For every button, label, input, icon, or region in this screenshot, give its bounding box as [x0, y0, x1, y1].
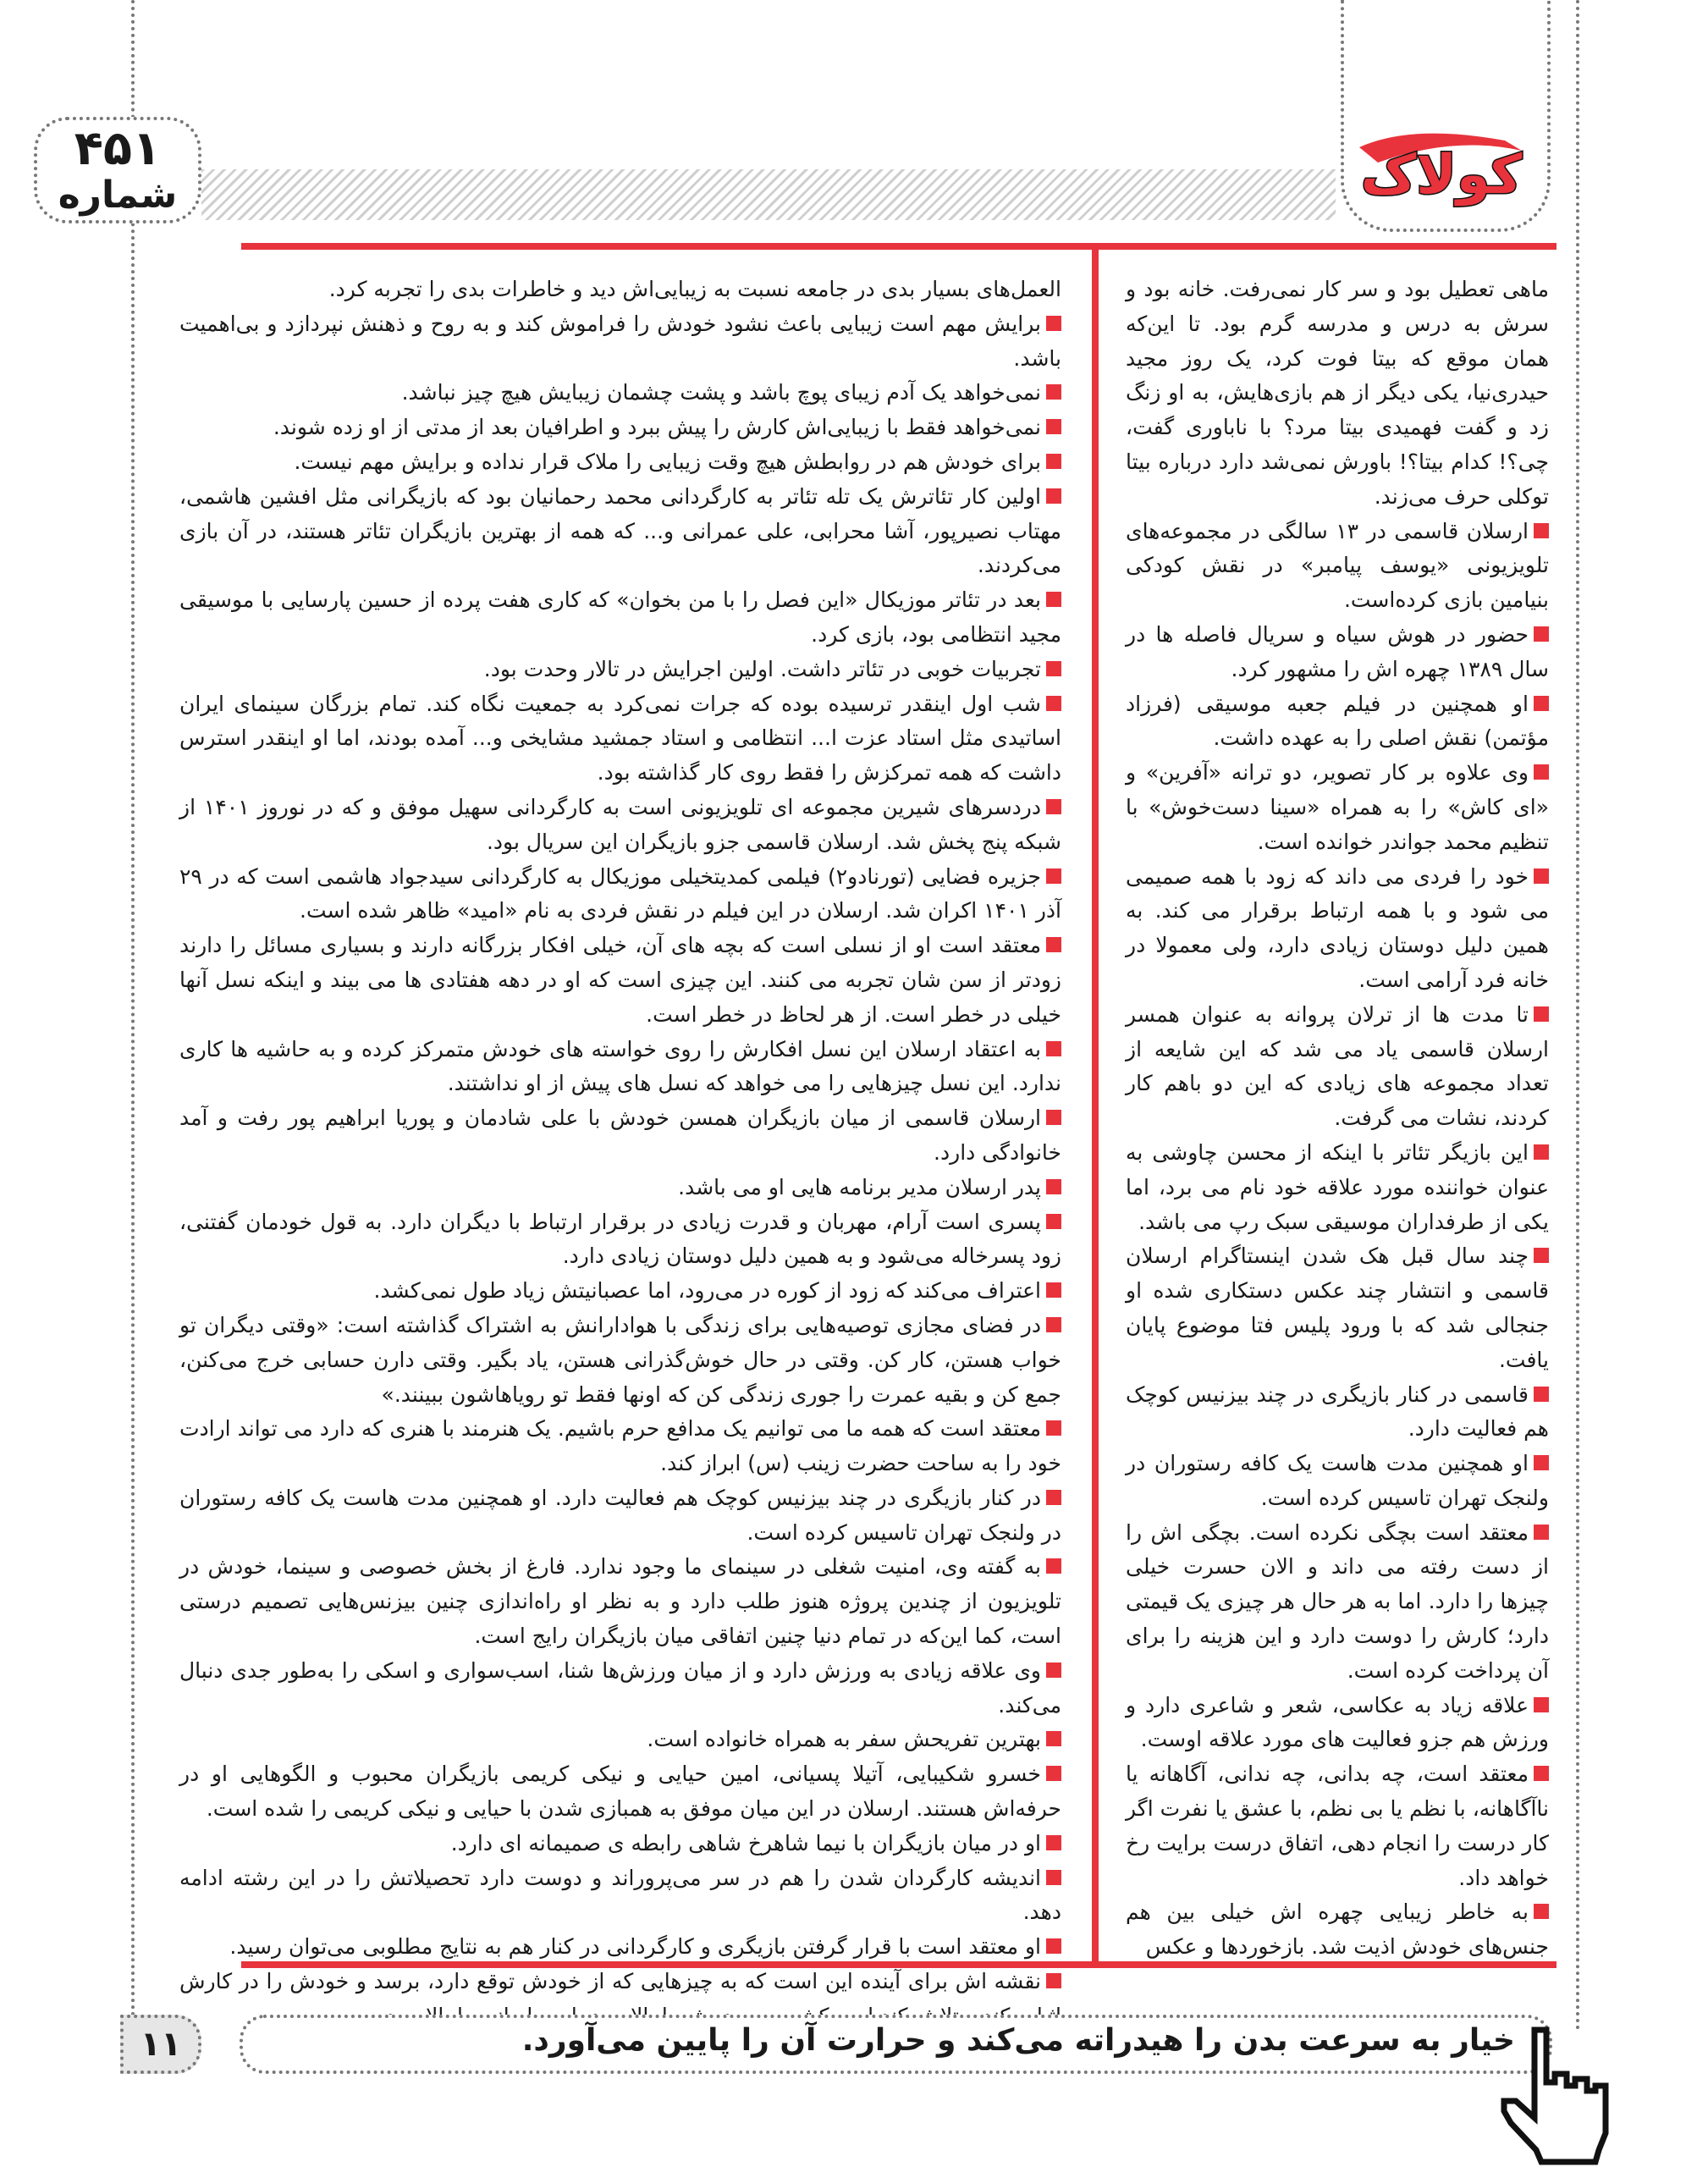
bullet-paragraph: در فضای مجازی توصیه‌هایی برای زندگی با هوادارانش به اشتراک گذاشته است: «وقتی دیگران تو خواب هستن، کار کن. وقتی در حال خوش‌گذرانی هستن، یاد بگیر. وقتی دارن حسابی خرج می‌کنن، جمع کن و بقیه عمرت را جوری زندگی کن که اونها فقط تو رویاهاشون ببینند.»: [179, 1312, 1061, 1407]
pointing-hand-icon: [1494, 2023, 1612, 2167]
bullet-paragraph: تجربیات خوبی در تئاتر داشت. اولین اجرایش در تالار وحدت بود.: [179, 653, 1061, 687]
issue-badge: [34, 117, 201, 223]
red-bullet-icon: [1046, 419, 1061, 434]
red-bullet-icon: [1534, 626, 1549, 642]
bullet-paragraph: به گفته وی، امنیت شغلی در سینمای ما وجود ندارد. فارغ از بخش خصوصی و سینما، خودش در تلویزیون از چندین پروژه هنوز طلب دارد و به نظر او راه‌اندازی چنین بیزنس‌هایی تصمیم درستی است، کما این‌که در تمام دنیا چنین اتفاقی میان بازیگران رایج است.: [179, 1554, 1061, 1649]
red-bullet-icon: [1046, 316, 1061, 331]
bullet-paragraph: معتقد است او از نسلی است که بچه های آن، خیلی افکار بزرگانه دارند و بسیاری مسائل را دارند زودتر از سن شان تجربه می کنند. این چیزی است که او در دهه هفتادی ها می بیند و اینکه نسل آنها خیلی در خطر است. از هر لحاظ در خطر است.: [179, 933, 1061, 1027]
red-bullet-icon: [1534, 1144, 1549, 1160]
bullet-paragraph: اعتراف می‌کند که زود از کوره در می‌رود، اما عصبانیتش زیاد طول نمی‌کشد.: [179, 1274, 1061, 1309]
bullet-paragraph: تا مدت ها از ترلان پروانه به عنوان همسر ارسلان قاسمی یاد می شد که این شایعه از تعداد مجموعه های زیادی که این دو باهم کار کردند، نشات می گرفت.: [1126, 1001, 1549, 1131]
bullet-paragraph: او معتقد است با قرار گرفتن بازیگری و کارگردانی در کنار هم به نتایج مطلوبی می‌توان رسید.: [179, 1930, 1061, 1965]
bullet-paragraph: جزیره فضایی (تورنادو۲) فیلمی کمدیتخیلی موزیکال به کارگردانی سیدجواد هاشمی است که در ۲۹ آذر ۱۴۰۱ اکران شد. ارسلان در این فیلم در نقش فردی به نام «امید» ظاهر شده است.: [179, 863, 1061, 924]
red-bullet-icon: [1534, 1006, 1549, 1022]
bullet-paragraph: به اعتقاد ارسلان این نسل افکارش را روی خواسته های خودش متمرکز کرده و به حاشیه ها کاری ندارد. این نسل چیزهایی را می خواهد که نسل های پیش از او نداشتند.: [179, 1036, 1061, 1096]
bullet-paragraph: او در میان بازیگران با نیما شاهرخ شاهی رابطه ی صمیمانه ای دارد.: [179, 1827, 1061, 1861]
red-bullet-icon: [1046, 384, 1061, 400]
red-bullet-icon: [1046, 1317, 1061, 1332]
bullet-paragraph: اندیشه کارگردان شدن را هم در سر می‌پروراند و دوست دارد تحصیلاتش را در این رشته ادامه دهد.: [179, 1865, 1061, 1925]
red-bullet-icon: [1046, 592, 1061, 607]
bullet-paragraph: خسرو شکیبایی، آتیلا پسیانی، امین حیایی و نیکی کریمی بازیگران محبوب و الگوهایی او در حرفه‌اش هستند. ارسلان در این میان موفق به همبازی شدن با حیایی و نیکی کریمی را شده است.: [179, 1762, 1061, 1822]
bullet-paragraph: وی علاقه زیادی به ورزش دارد و از میان ورزش‌ها شنا، اسب‌سواری و اسکی را به‌طور جدی دنبال می‌کند.: [179, 1657, 1061, 1718]
bullet-paragraph: برای خودش هم در روابطش هیچ وقت زیبایی را ملاک قرار نداده و برایش مهم نیست.: [179, 445, 1061, 480]
column-divider-rule: [1092, 243, 1099, 1968]
bullet-paragraph: نمی‌خواهد یک آدم زیبای پوچ باشد و پشت چشمان زیبایش هیچ چیز نباشد.: [179, 376, 1061, 411]
bullet-paragraph: وی علاوه بر کار تصویر، دو ترانه «آفرین» و «ای کاش» را به همراه «سینا دست‌خوش» با تنظیم محمد جواندر خوانده است.: [1126, 760, 1549, 854]
bullet-paragraph: در کنار بازیگری در چند بیزنیس کوچک هم فعالیت دارد. او همچنین مدت هاست یک کافه رستوران در ولنجک تهران تاسیس کرده است.: [179, 1485, 1061, 1545]
red-bullet-icon: [1046, 488, 1061, 504]
bullet-paragraph: معتقد است که همه ما می توانیم یک مدافع حرم باشیم. یک هنرمند با هنری که دارد می تواند ارادت خود را به ساحت حضرت زینب (س) ابراز کند.: [179, 1416, 1061, 1476]
bullet-paragraph: حضور در هوش سیاه و سریال فاصله ها در سال ۱۳۸۹ چهره اش را مشهور کرد.: [1126, 621, 1549, 681]
red-bullet-icon: [1046, 1766, 1061, 1781]
red-bullet-icon: [1046, 1973, 1061, 1988]
red-bullet-icon: [1046, 1662, 1061, 1678]
red-bullet-icon: [1046, 1110, 1061, 1125]
issue-number: ۴۵۱: [74, 121, 162, 176]
red-bullet-icon: [1534, 868, 1549, 884]
red-bullet-icon: [1046, 661, 1061, 676]
right-text-column: [1126, 273, 1549, 1965]
red-bullet-icon: [1534, 1766, 1549, 1781]
bullet-paragraph: پدر ارسلان مدیر برنامه هایی او می باشد.: [179, 1171, 1061, 1205]
issue-label: شماره: [58, 174, 178, 217]
bullet-paragraph: نمی‌خواهد فقط با زیبایی‌اش کارش را پیش ببرد و اطرافیان بعد از مدتی از او زده شوند.: [179, 411, 1061, 445]
red-bullet-icon: [1534, 1455, 1549, 1470]
red-bullet-icon: [1046, 1282, 1061, 1298]
bullet-paragraph: بعد در تئاتر موزیکال «این فصل را با من بخوان» که کاری هفت پرده از حسین پارسایی با موسیقی مجید انتظامی بود، بازی کرد.: [179, 587, 1061, 647]
red-bullet-icon: [1534, 1387, 1549, 1402]
red-bullet-icon: [1046, 1731, 1061, 1746]
red-bullet-icon: [1046, 1870, 1061, 1885]
red-bullet-icon: [1046, 454, 1061, 469]
red-bullet-icon: [1046, 1214, 1061, 1229]
red-bullet-icon: [1046, 868, 1061, 884]
bullet-paragraph: پسری است آرام، مهربان و قدرت زیادی در برقرار ارتباط با دیگران دارد. به قول خودمان گفتنی، زود پسرخاله می‌شود و به همین دلیل دوستان زیادی دارد.: [179, 1209, 1061, 1269]
top-red-rule: [241, 243, 1556, 250]
bullet-paragraph: علاقه زیاد به عکاسی، شعر و شاعری دارد و ورزش هم جزو فعالیت های مورد علاقه اوست.: [1126, 1692, 1549, 1752]
bullet-paragraph: شب اول اینقدر ترسیده بوده که جرات نمی‌کرد به جمعیت نگاه کند. تمام بزرگان سینمای ایران اساتیدی مثل استاد عزت ا... انتظامی و استاد جمشید مشایخی و... آمده بودند، اما او اینقدر استرس داشت که همه تمرکزش را فقط روی کار گذاشته بود.: [179, 691, 1061, 786]
red-bullet-icon: [1046, 1558, 1061, 1574]
red-bullet-icon: [1046, 937, 1061, 952]
bullet-paragraph: او همچنین در فیلم جعبه موسیقی (فرزاد مؤتمن) نقش اصلی را به عهده داشت.: [1126, 691, 1549, 751]
bullet-paragraph: معتقد است، چه بدانی، چه ندانی، آگاهانه یا ناآگاهانه، با نظم یا بی نظم، با عشق یا نفرت اگر کار درست را انجام دهی، اتفاق درست برایت رخ خواهد داد.: [1126, 1762, 1549, 1890]
bullet-paragraph: این بازیگر تئاتر با اینکه از محسن چاوشی به عنوان خواننده مورد علاقه خود نام می برد، اما یکی از طرفداران موسیقی سبک رپ می باشد.: [1126, 1139, 1549, 1234]
red-bullet-icon: [1534, 696, 1549, 711]
red-bullet-icon: [1046, 1179, 1061, 1194]
footer-tip-text: خیار به سرعت بدن را هیدراته می‌کند و حرارت آن را پایین می‌آورد.: [521, 2023, 1515, 2058]
red-bullet-icon: [1046, 696, 1061, 711]
red-bullet-icon: [1046, 1420, 1061, 1436]
paragraph: العمل‌های بسیار بدی در جامعه نسبت به زیبایی‌اش دید و خاطرات بدی را تجربه کرد.: [328, 277, 1061, 301]
bullet-paragraph: خود را فردی می داند که زود با همه صمیمی می شود و با همه ارتباط برقرار می کند. به همین دلیل دوستان زیادی دارد، ولی معمولا در خانه فرد آرامی است.: [1126, 863, 1549, 992]
magazine-logo-text: کولاک: [1360, 144, 1523, 207]
page-number: ۱۱: [140, 2025, 182, 2064]
bullet-paragraph: بهترین تفریحش سفر به همراه خانواده است.: [179, 1723, 1061, 1757]
red-bullet-icon: [1534, 1525, 1549, 1540]
left-text-column: [179, 273, 1061, 2034]
red-bullet-icon: [1046, 799, 1061, 814]
red-bullet-icon: [1534, 1248, 1549, 1263]
page-frame-left: [131, 0, 135, 2032]
bullet-paragraph: ارسلان قاسمی از میان بازیگران همسن خودش با علی شادمان و پوریا ابراهیم پور رفت و آمد خانوادگی دارد.: [179, 1106, 1061, 1165]
bullet-paragraph: برایش مهم است زیبایی باعث نشود خودش را فراموش کند و به روح و ذهنش نپردازد و بی‌اهمیت باشد.: [179, 311, 1061, 371]
page-frame-right: [1576, 0, 1579, 2032]
red-bullet-icon: [1046, 1041, 1061, 1056]
bullet-paragraph: به خاطر زیبایی چهره اش خیلی بین هم جنس‌های خودش اذیت شد. بازخوردها و عکس: [1126, 1900, 1549, 1960]
bullet-paragraph: اولین کار تئاترش یک تله تئاتر به کارگردانی محمد رحمانیان بود که بازیگرانی مثل افشین هاشمی، مهتاب نصیرپور، آشا محرابی، علی عمرانی و... که همه از بهترین بازیگران تئاتر هستند، در آن بازی می‌کردند.: [179, 483, 1061, 578]
red-bullet-icon: [1534, 764, 1549, 780]
header-hatch-band: [201, 169, 1336, 220]
red-bullet-icon: [1046, 1490, 1061, 1505]
bullet-paragraph: چند سال قبل هک شدن اینستاگرام ارسلان قاسمی و انتشار چند عکس دستکاری شده او جنجالی شد که با ورود پلیس فتا موضوع پایان یافت.: [1126, 1243, 1549, 1372]
red-bullet-icon: [1534, 523, 1549, 538]
bullet-paragraph: او همچنین مدت هاست یک کافه رستوران در ولنجک تهران تاسیس کرده است.: [1126, 1451, 1549, 1510]
bullet-paragraph: قاسمی در کنار بازیگری در چند بیزنیس کوچک هم فعالیت دارد.: [1126, 1381, 1549, 1442]
paragraph: ماهی تعطیل بود و سر کار نمی‌رفت. خانه بود و سرش به درس و مدرسه گرم بود. تا این‌که همان موقع که بیتا فوت کرد، یک روز مجید حیدری‌نیا، یکی دیگر از هم بازی‌هایش، به او زنگ زد و گفت فهمیدی بیتا مرد؟ با ناباوری گفت، چی؟! کدام بیتا؟! باورش نمی‌شد دارد درباره بیتا توکلی حرف می‌زند.: [1126, 277, 1549, 509]
red-bullet-icon: [1046, 1938, 1061, 1954]
red-bullet-icon: [1534, 1697, 1549, 1712]
page-number-badge: [120, 2015, 201, 2074]
bullet-paragraph: ارسلان قاسمی در ۱۳ سالگی در مجموعه‌های تلویزیونی «یوسف پیامبر» در نقش کودکی بنیامین بازی کرده‌است.: [1126, 518, 1549, 613]
red-bullet-icon: [1046, 1835, 1061, 1850]
bullet-paragraph: دردسرهای شیرین مجموعه ای تلویزیونی است به کارگردانی سهیل موفق و که در نوروز ۱۴۰۱ از شبکه پنج پخش شد. ارسلان قاسمی جزو بازیگران این سریال بود.: [179, 794, 1061, 854]
magazine-logo: [1353, 119, 1530, 212]
bullet-paragraph: نقشه اش برای آینده این است که به چیزهایی که از خودش توقع دارد، برسد و خودش را در کارش: [179, 1965, 1061, 2034]
red-bullet-icon: [1534, 1904, 1549, 1919]
bullet-paragraph: معتقد است بچگی نکرده است. بچگی اش را از دست رفته می داند و الان حسرت خیلی چیزها را دارد. اما به هر حال هر چیزی یک قیمتی دارد؛ کارش را دوست دارد و این هزینه را برای آن پرداخت کرده است.: [1126, 1519, 1549, 1683]
